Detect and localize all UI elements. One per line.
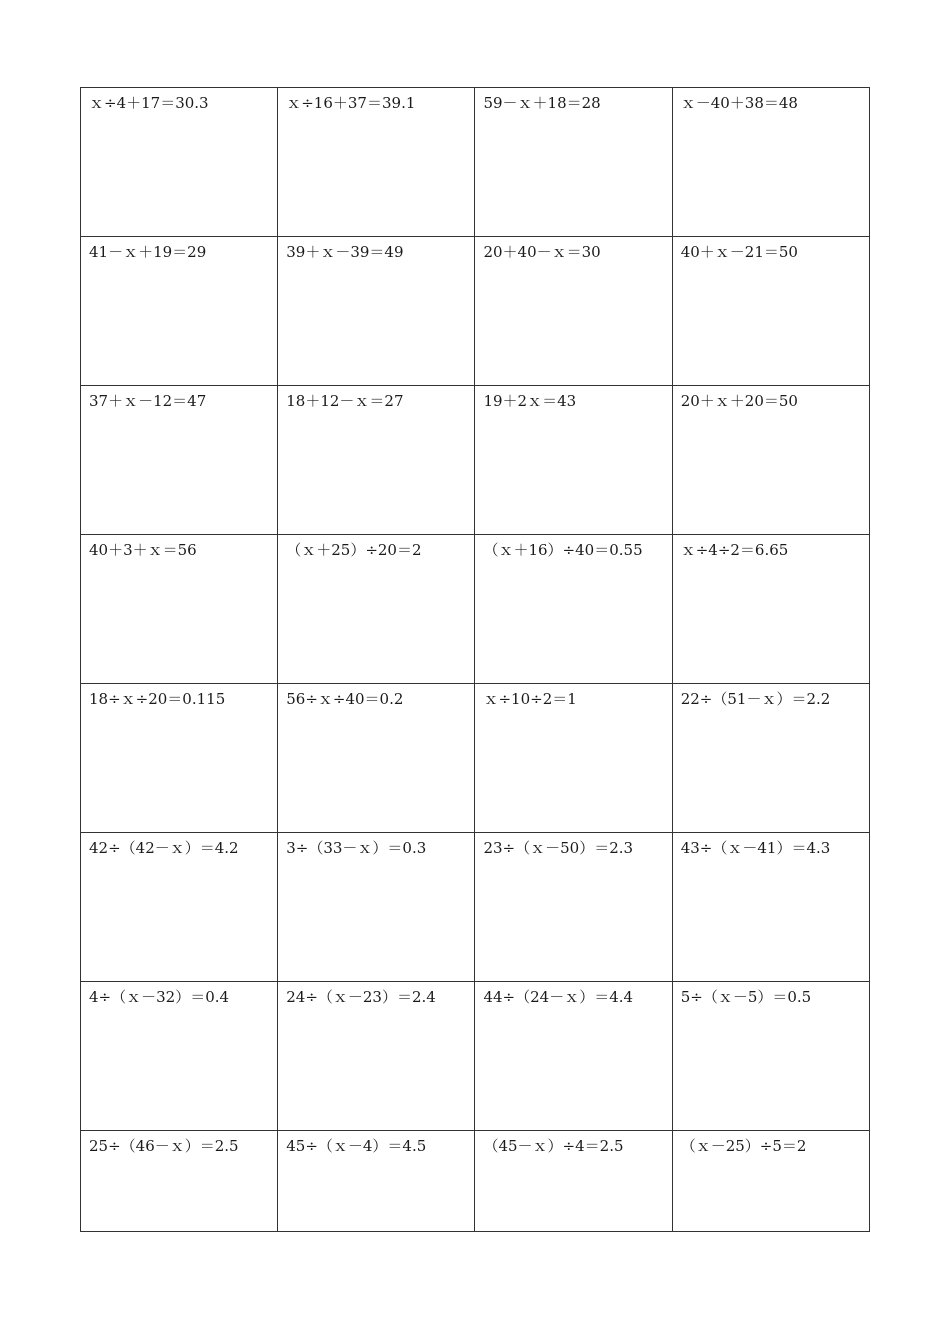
table-row [81, 684, 870, 833]
equation-cell: 19＋2ｘ＝43 [475, 386, 672, 535]
equation-cell: （ｘ＋25）÷20＝2 [278, 535, 475, 684]
equation-worksheet-table [80, 87, 870, 1232]
equation-cell: （45－ｘ）÷4＝2.5 [475, 1131, 672, 1232]
equation-cell: 41－ｘ＋19＝29 [81, 237, 278, 386]
table-row [81, 386, 870, 535]
table-row [81, 237, 870, 386]
equation-cell: 23÷（ｘ－50）＝2.3 [475, 833, 672, 982]
equation-cell: 18÷ｘ÷20＝0.115 [81, 684, 278, 833]
equation-cell: 24÷（ｘ－23）＝2.4 [278, 982, 475, 1131]
equation-cell: 18＋12－ｘ＝27 [278, 386, 475, 535]
equation-cell: 3÷（33－ｘ）＝0.3 [278, 833, 475, 982]
equation-cell: ｘ÷16＋37＝39.1 [278, 88, 475, 237]
equation-cell: 5÷（ｘ－5）＝0.5 [672, 982, 869, 1131]
equation-cell: 37＋ｘ－12＝47 [81, 386, 278, 535]
equation-cell: 22÷（51－ｘ）＝2.2 [672, 684, 869, 833]
equation-cell: 40＋ｘ－21＝50 [672, 237, 869, 386]
table-row [81, 535, 870, 684]
equation-cell: 45÷（ｘ－4）＝4.5 [278, 1131, 475, 1232]
equation-cell: 59－ｘ＋18＝28 [475, 88, 672, 237]
table-row [81, 1131, 870, 1232]
equation-cell: （ｘ－25）÷5＝2 [672, 1131, 869, 1232]
equation-cell: ｘ－40＋38＝48 [672, 88, 869, 237]
equation-cell: ｘ÷4＋17＝30.3 [81, 88, 278, 237]
table-row [81, 982, 870, 1131]
equation-cell: 4÷（ｘ－32）＝0.4 [81, 982, 278, 1131]
equation-cell: ｘ÷4÷2＝6.65 [672, 535, 869, 684]
equation-cell: ｘ÷10÷2＝1 [475, 684, 672, 833]
equation-cell: 56÷ｘ÷40＝0.2 [278, 684, 475, 833]
equation-cell: 43÷（ｘ－41）＝4.3 [672, 833, 869, 982]
equation-cell: （ｘ＋16）÷40＝0.55 [475, 535, 672, 684]
equation-cell: 25÷（46－ｘ）＝2.5 [81, 1131, 278, 1232]
table-row [81, 833, 870, 982]
equation-cell: 44÷（24－ｘ）＝4.4 [475, 982, 672, 1131]
table-row [81, 88, 870, 237]
equation-cell: 39＋ｘ－39＝49 [278, 237, 475, 386]
equation-cell: 20＋40－ｘ＝30 [475, 237, 672, 386]
equation-cell: 20＋ｘ＋20＝50 [672, 386, 869, 535]
equation-cell: 42÷（42－ｘ）＝4.2 [81, 833, 278, 982]
equation-cell: 40＋3＋ｘ＝56 [81, 535, 278, 684]
